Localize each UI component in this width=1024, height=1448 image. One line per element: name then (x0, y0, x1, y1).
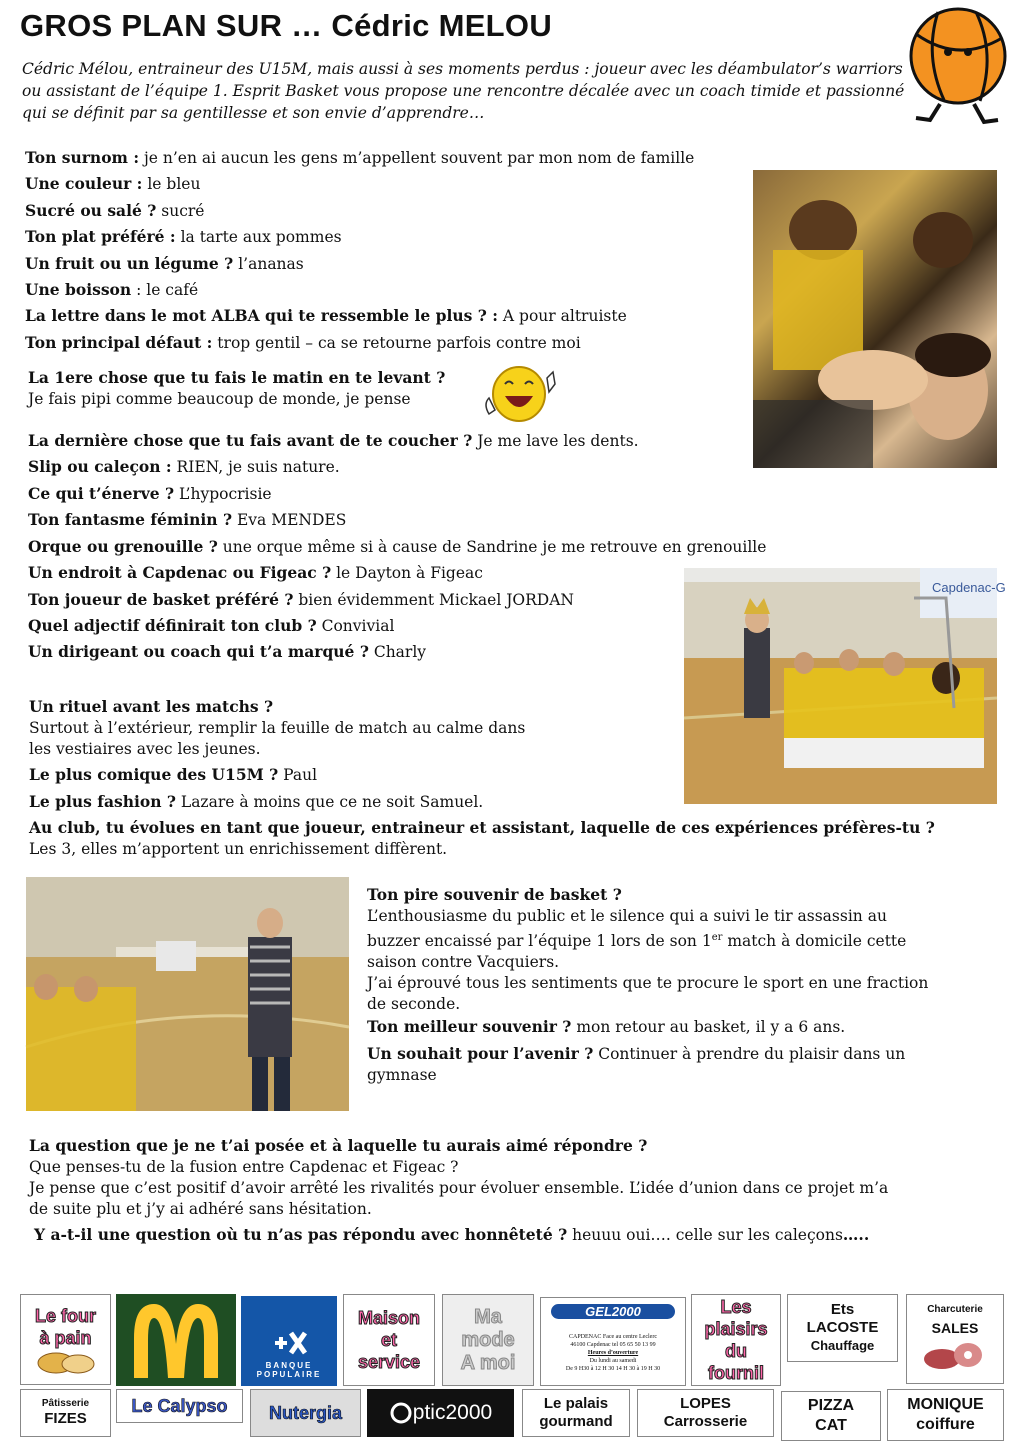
sponsor-les-plaisirs-du-fournil: Les plaisirs du fournil (691, 1294, 781, 1386)
basketball-mascot-icon (904, 4, 1012, 126)
sponsor-nutergia: Nutergia (250, 1389, 361, 1437)
sponsor-ma-mode-a-moi: Ma mode A moi (442, 1294, 534, 1386)
qa-item: Slip ou caleçon : RIEN, je suis nature. (28, 457, 340, 476)
sponsor-charcuterie-sales: Charcuterie SALES (906, 1294, 1004, 1384)
sponsor-le-calypso: Le Calypso (116, 1389, 243, 1423)
qa-item: Ton plat préféré : la tarte aux pommes (25, 227, 342, 246)
sponsor-patisserie-fizes: Pâtisserie FIZES (20, 1389, 111, 1437)
wish-future: Un souhait pour l’avenir ? Continuer à prendre du plaisir dans un gymnase (367, 1044, 906, 1084)
qa-item: Ce qui t’énerve ? L’hypocrisie (28, 484, 272, 503)
ritual-question: Un rituel avant les matchs ? Surtout à l’extérieur, remplir la feuille de match au calme dans les vestiaires avec les jeunes. (29, 697, 526, 758)
qa-item: La lettre dans le mot ALBA qui te ressemble le plus ? : A pour altruiste (25, 306, 627, 325)
best-memory: Ton meilleur souvenir ? mon retour au basket, il y a 6 ans. (367, 1017, 846, 1036)
qa-item: Le plus fashion ? Lazare à moins que ce ne soit Samuel. (29, 792, 484, 811)
bread-icon (36, 1349, 96, 1375)
svg-text:Capdenac-G: Capdenac-G (932, 580, 1006, 595)
bench-players-photo (684, 568, 1006, 804)
qa-item: Ton principal défaut : trop gentil – ca se retourne parfois contre moi (25, 333, 581, 352)
sponsor-mcdonalds-logo (116, 1294, 236, 1386)
sponsor-four-a-pain: Le four à pain (20, 1294, 111, 1385)
club-question: Au club, tu évolues en tant que joueur, entraineur et assistant, laquelle de ces expériences préfères-tu ? Les 3, elles m’apportent un enrichissement diffèrent. (29, 818, 935, 858)
sponsor-monique-coiffure: MONIQUE coiffure (887, 1389, 1004, 1441)
page-title: GROS PLAN SUR … Cédric MELOU (20, 8, 553, 43)
qa-item: Un dirigeant ou coach qui t’a marqué ? Charly (28, 642, 427, 661)
sponsor-banque-populaire-logo: BANQUE POPULAIRE (241, 1296, 337, 1386)
qa-item: Quel adjectif définirait ton club ? Convivial (28, 616, 395, 635)
honesty-question: Y a-t-il une question où tu n’as pas répondu avec honnêteté ? heuuu oui…. celle sur les caleçons….. (34, 1225, 870, 1244)
qa-item: Une boisson : le café (25, 280, 199, 299)
qa-item: Ton joueur de basket préféré ? bien évidemment Mickael JORDAN (28, 590, 574, 609)
sponsor-ets-lacoste: Ets LACOSTE Chauffage (787, 1294, 898, 1362)
worst-memory: Ton pire souvenir de basket ? L’enthousiasme du public et le silence qui a suivi le tir assassin au buzzer encaissé par l’équipe 1 lors de son 1er match à domicile cette saison contre Vacquiers. J’ai éprouvé tous les sentiments que te procure le sport en une fraction de seconde. (367, 885, 929, 1014)
golden-arches-icon (128, 1300, 224, 1380)
qa-item: Ton fantasme féminin ? Eva MENDES (28, 510, 347, 529)
qa-item: Le plus comique des U15M ? Paul (29, 765, 318, 784)
qa-item: Orque ou grenouille ? une orque même si à cause de Sandrine je me retrouve en grenouille (28, 537, 767, 556)
sponsor-optic2000: ptic2000 (367, 1389, 514, 1437)
intro-paragraph: Cédric Mélou, entraineur des U15M, mais aussi à ses moments perdus : joueur avec les déambulator’s warriors ou assistant de l’équipe 1. Esprit Basket vous propose une rencontre décalée avec un coach timide et passionné qui se définit par sa gentillesse et son envie d’apprendre… (22, 60, 905, 122)
sponsor-gel2000: GEL2000 CAPDENAC Face au centre Leclerc 46100 Capdenac tel 05 65 50 13 99 Heures d’ouverture Du lundi au samedi De 9 H30 à 12 H 30 14 H 30 à 19 H 30 (540, 1297, 686, 1386)
laughing-smiley-icon (481, 362, 561, 424)
team-huddle-photo (753, 170, 997, 468)
qa-item: Ton surnom : je n’en ai aucun les gens m’appellent souvent par mon nom de famille (25, 148, 695, 167)
morning-question: La 1ere chose que tu fais le matin en te levant ? Je fais pipi comme beaucoup de monde, je pense (28, 368, 446, 408)
coach-gym-photo (26, 877, 349, 1111)
plus-x-icon (269, 1325, 309, 1361)
sponsor-pizza-cat: PIZZA CAT (781, 1391, 881, 1441)
charcuterie-icon (920, 1337, 990, 1373)
sponsor-lopes-carrosserie: LOPES Carrosserie (637, 1389, 774, 1437)
qa-item: Sucré ou salé ? sucré (25, 201, 205, 220)
qa-item: Un fruit ou un légume ? l’ananas (25, 254, 304, 273)
sponsor-le-palais-gourmand: Le palais gourmand (522, 1389, 630, 1437)
sponsor-maison-et-service: Maison et service (343, 1294, 435, 1386)
qa-item: Un endroit à Capdenac ou Figeac ? le Dayton à Figeac (28, 563, 483, 582)
qa-item: Une couleur : le bleu (25, 174, 201, 193)
final-question: La question que je ne t’ai posée et à laquelle tu aurais aimé répondre ? Que penses-tu de la fusion entre Capdenac et Figeac ? Je pense que c’est positif d’avoir arrêté les rivalités pour évoluer ensemble. L’idée d’union dans ce projet m’a de suite plu et j’y ai adhéré sans hésitation. (29, 1136, 889, 1218)
optic-o-icon (389, 1401, 413, 1425)
qa-item: La dernière chose que tu fais avant de te coucher ? Je me lave les dents. (28, 431, 639, 450)
